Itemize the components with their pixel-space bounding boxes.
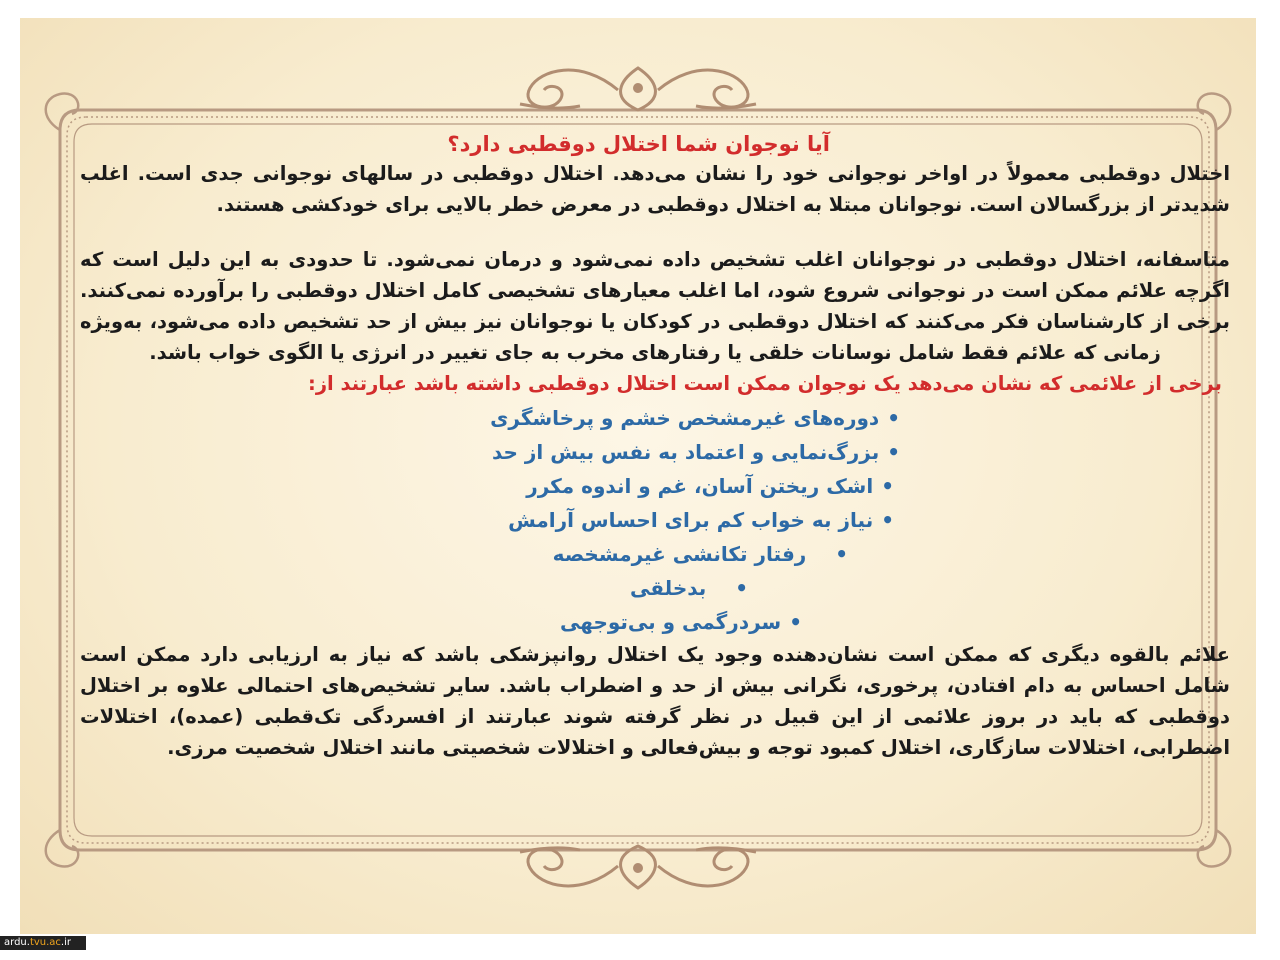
bullet-dot-icon: • <box>881 474 894 498</box>
list-item: • رفتار تکانشی غیرمشخصه <box>552 542 848 566</box>
symptoms-list <box>80 401 1230 639</box>
bullet-dot-icon: • <box>789 610 802 634</box>
symptoms-heading: برخی از علائمی که نشان می‌دهد یک نوجوان ممکن است اختلال دوقطبی داشته باشد عبارتند از: <box>308 372 1222 395</box>
list-item: •بزرگ‌نمایی و اعتماد به نفس بیش از حد <box>491 440 900 464</box>
slide-content <box>80 130 1230 763</box>
bullet-dot-icon: • <box>814 542 848 566</box>
bullet-dot-icon: • <box>714 576 748 600</box>
bullet-dot-icon: • <box>887 406 900 430</box>
bullet-dot-icon: • <box>887 440 900 464</box>
bullet-dot-icon: • <box>881 508 894 532</box>
slide-title: آیا نوجوان شما اختلال دوقطبی دارد؟ <box>447 132 830 156</box>
list-item: • بدخلقی <box>630 576 748 600</box>
list-item: •دوره‌های غیرمشخص خشم و پرخاشگری <box>490 406 900 430</box>
slide <box>20 18 1256 934</box>
bottom-scroll-ornament-icon <box>520 846 756 888</box>
intro-paragraph: اختلال دوقطبی معمولاً در اواخر نوجوانی خود را نشان می‌دهد. اختلال دوقطبی در سالهای نوجوانی جدی است. اغلب شدیدتر از بزرگسالان است. نوجوانان مبتلا به اختلال دوقطبی در معرض خطر بالایی برای خودکشی هستند. <box>80 162 1230 216</box>
list-item: •اشک ریختن آسان، غم و اندوه مکرر <box>526 474 894 498</box>
list-item: •نیاز به خواب کم برای احساس آرامش <box>508 508 894 532</box>
other-diagnoses-paragraph: علائم بالقوه دیگری که ممکن است نشان‌دهنده وجود یک اختلال روانپزشکی باشد که نیاز به ارزیابی دارد ممکن است شامل احساس به دام افتادن، پرخوری، نگرانی بیش از حد و اضطراب باشد. سایر تشخیص‌های احتمالی علاوه بر اختلال دوقطبی که باید در بروز علائمی از این قبیل در نظر گرفته شوند عبارتند از افسردگی تک‌قطبی (عمده)، اختلالات اضطرابی، اختلالات سازگاری، اختلال کمبود توجه و بیش‌فعالی و اختلالات شخصیتی مانند اختلال شخصیت مرزی. <box>80 643 1230 759</box>
list-item: •سردرگمی و بی‌توجهی <box>560 610 802 634</box>
top-scroll-ornament-icon <box>520 68 756 110</box>
diagnosis-paragraph: متاسفانه، اختلال دوقطبی در نوجوانان اغلب تشخیص داده نمی‌شود و درمان نمی‌شود. تا حدودی به این دلیل است که اگرچه علائم ممکن است در نوجوانی شروع شود، اما اغلب معیارهای تشخیصی کامل اختلال دوقطبی را برآورده نمی‌کنند. برخی از کارشناسان فکر می‌کنند که اختلال دوقطبی در کودکان یا نوجوانان نیز بیش از حد تشخیص داده می‌شود، به‌ویژه زمانی که علائم فقط شامل نوسانات خلقی یا رفتارهای مخرب به جای تغییر در انرژی یا الگوی خواب باشد. <box>80 248 1230 364</box>
site-url-badge: ardu.tvu.ac.ir <box>0 936 86 950</box>
